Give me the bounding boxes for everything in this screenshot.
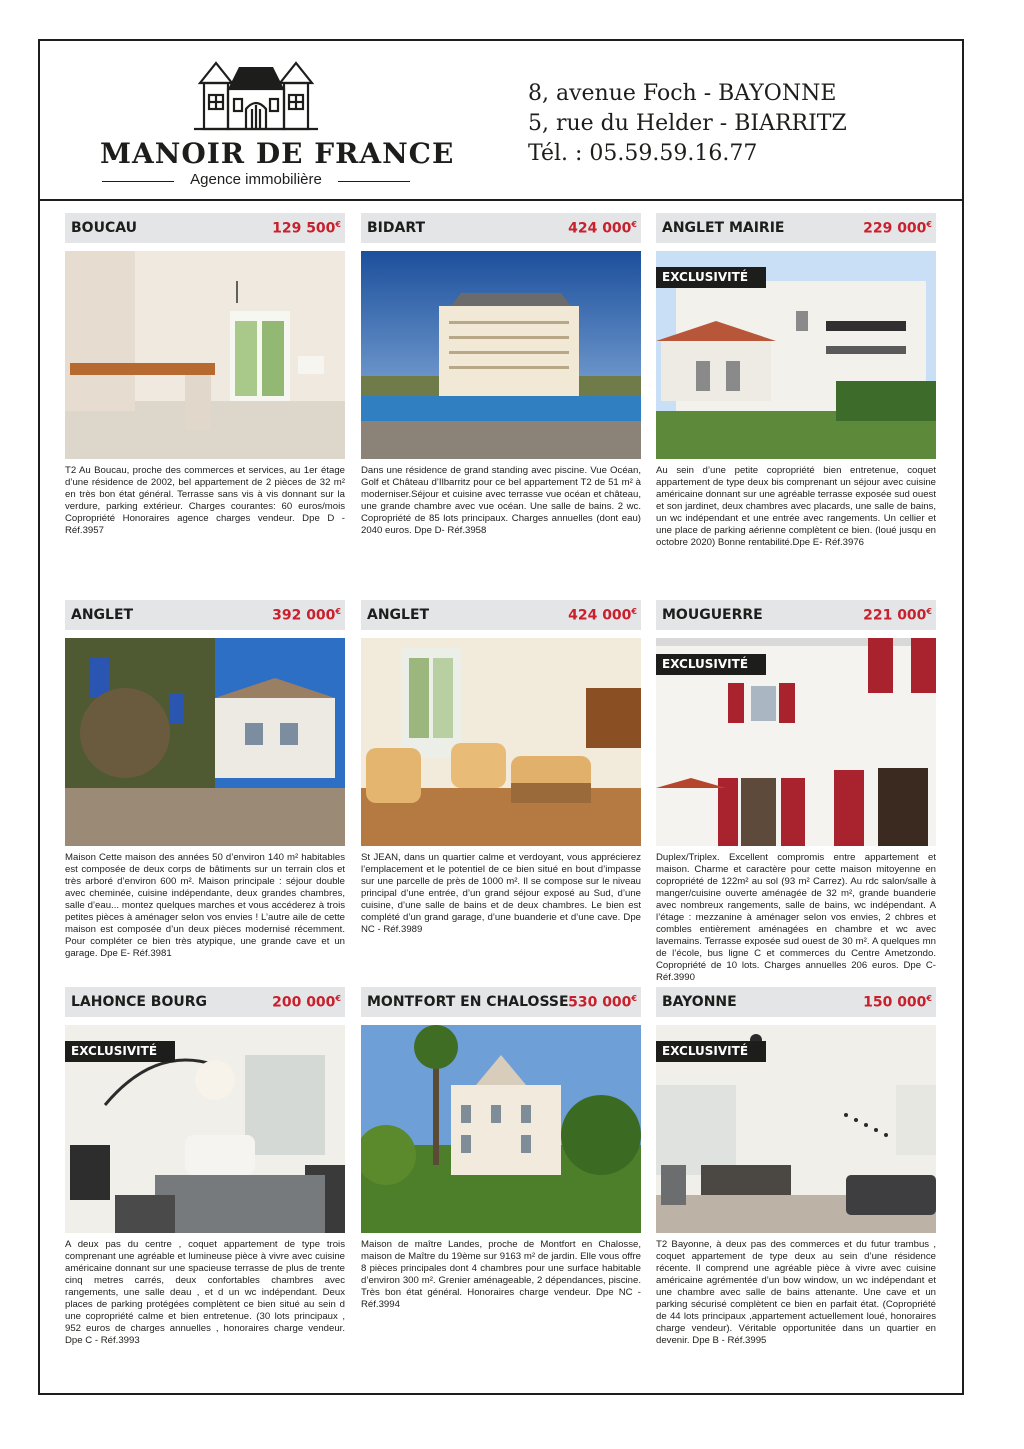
listing-description: T2 Au Boucau, proche des commerces et services, au 1er étage d’une résidence de 2002, bel appartement de 2 pièces de 32 m² en très bon état général. Terrasse sans vis à vis donnant sur la verdure, parking extérieur. Charges courantes: 60 euros/mois Copropriété Honoraires agence charges vendeur. Dpe D - Réf.3957: [65, 465, 345, 536]
agency-name: MANOIR DE FRANCE: [100, 137, 455, 170]
listing-description: Dans une résidence de grand standing avec piscine. Vue Océan, Golf et Château d’Ilbarritz pour ce bel appartement T2 de 51 m² à moderniser.Séjour et cuisine avec terrasse vue océan et château, une grande chambre avec vue océan. Une salle de bains. 2 wc. Copropriété de 85 lots principaux. Charges annuelles (dont eau) 2040 euros. Dpe D- Réf.3958: [361, 465, 641, 536]
agency-header: [38, 39, 964, 201]
listing-price: 424 000€: [568, 607, 637, 624]
exclusivity-badge: EXCLUSIVITÉ: [65, 1041, 175, 1062]
listing-city: MOUGUERRE: [662, 607, 763, 623]
listing-photo[interactable]: [656, 638, 936, 846]
listing-header: [361, 213, 641, 243]
listing-header: [656, 600, 936, 630]
listing-photo[interactable]: [65, 251, 345, 459]
address-bayonne: 8, avenue Foch - BAYONNE: [528, 81, 837, 106]
listing-header: [65, 987, 345, 1017]
listing-header: [656, 213, 936, 243]
listing-header: [65, 600, 345, 630]
listing-card[interactable]: [361, 987, 641, 1310]
logo-divider-right: [338, 181, 410, 182]
listing-description: T2 Bayonne, à deux pas des commerces et du futur trambus , coquet appartement de type deux au sein d’une résidence récente. Il comprend une agréable pièce à vivre avec cuisine américaine agrémentée d’un bow window, un wc indépendant et une chambre avec salle de bains attenante. Une cave et un parking sécurisé complètent ce bien en parfait état. (Copropriété de 44 lots principaux ,appartement actuellement loué, honoraires charge vendeur). Véritable opportunitée dans un quartier en devenir. Dpe B - Réf.3995: [656, 1239, 936, 1346]
listing-city: ANGLET: [367, 607, 430, 623]
listing-photo[interactable]: [361, 251, 641, 459]
exclusivity-badge: EXCLUSIVITÉ: [656, 1041, 766, 1062]
listing-photo[interactable]: [65, 1025, 345, 1233]
listing-description: Duplex/Triplex. Excellent compromis entre appartement et maison. Charme et caractère pour cette maison mitoyenne en copropriété de 122m² au sol (93 m² Carrez). Au rdc salon/salle à manger/cuisine ouverte aménagée de 32 m², grande buanderie avec nombreux rangements, salle de bains, wc indépendant. A l’étage : mezzanine à aménager selon vos envies, 2 chbres et combles entièrement aménagées en chambre et wc avec lavemains. Terrasse exposée sud ouest de 30 m². A quelques mn de l’école, bus ligne C et commerces du Centre Ametzondo. Copropriété de 10 lots. Charges annuelles 206 euros. Dpe C- Réf.3990: [656, 852, 936, 983]
listing-photo[interactable]: [361, 1025, 641, 1233]
listing-price: 200 000€: [272, 994, 341, 1011]
exclusivity-badge: EXCLUSIVITÉ: [656, 267, 766, 288]
listing-card[interactable]: [361, 600, 641, 935]
listing-header: [656, 987, 936, 1017]
listing-card[interactable]: [65, 987, 345, 1346]
listing-card[interactable]: [656, 600, 936, 983]
agency-contact: [528, 79, 847, 169]
listing-description: St JEAN, dans un quartier calme et verdoyant, vous apprécierez l’emplacement et le potentiel de ce bien situé en bout d’impasse sur une parcelle de près de 1000 m². Il se compose sur le niveau principal d’une entrée, d’un grand séjour exposé au Sud, d’une cuisine, d’une salle de bains et de deux chambres. Le bien est complété d’un grand garage, d’une buanderie et d’une cave. Dpe NC - Réf.3989: [361, 852, 641, 935]
listing-header: [361, 600, 641, 630]
listing-card[interactable]: [656, 213, 936, 548]
listing-city: MONTFORT EN CHALOSSE: [367, 994, 569, 1010]
listing-card[interactable]: [361, 213, 641, 536]
listing-card[interactable]: [656, 987, 936, 1346]
phone-number[interactable]: Tél. : 05.59.59.16.77: [528, 141, 758, 166]
listing-photo[interactable]: [656, 1025, 936, 1233]
listing-photo[interactable]: [65, 638, 345, 846]
listing-city: ANGLET MAIRIE: [662, 220, 785, 236]
listing-price: 392 000€: [272, 607, 341, 624]
agency-logo[interactable]: [100, 59, 455, 189]
listing-city: BOUCAU: [71, 220, 137, 236]
listing-city: ANGLET: [71, 607, 134, 623]
listing-price: 530 000€: [568, 994, 637, 1011]
listing-header: [65, 213, 345, 243]
listing-header: [361, 987, 641, 1017]
listing-city: BAYONNE: [662, 994, 737, 1010]
exclusivity-badge: EXCLUSIVITÉ: [656, 654, 766, 675]
listing-description: Maison Cette maison des années 50 d’environ 140 m² habitables est composée de deux corps de bâtiments sur un terrain clos et très arboré d’environ 600 m². Maison principale : séjour double avec cheminée, cuisine indépendante, deux grandes chambres, salle d’eau... montez quelques marches et vous accéderez à trois petites pièces à aménager selon vos envies ! L’autre aile de cette maison est composée d’un deux pièces modernisé récemment. Pour compléter ce bien très atypique, une grande cave et un garage. Dpe E- Réf.3981: [65, 852, 345, 959]
listing-price: 424 000€: [568, 220, 637, 237]
listing-photo[interactable]: [361, 638, 641, 846]
listing-price: 129 500€: [272, 220, 341, 237]
address-biarritz: 5, rue du Helder - BIARRITZ: [528, 111, 847, 136]
listing-card[interactable]: [65, 213, 345, 536]
listing-description: A deux pas du centre , coquet appartement de type trois comprenant une agréable et lumineuse pièce à vivre avec cuisine américaine donnant sur une spacieuse terrasse de plus de trente cinq metres carrés, deux confortables chambres avec rangements, une salle deau , et d un wc indépendant. Deux places de parking protégées complètent ce bien situé au sein d une copropriété calme et bien entretenue. (30 lots principaux , 952 euros de charges annuelles , honoraires charge vendeur. Dpe C - Réf.3993: [65, 1239, 345, 1346]
listing-city: BIDART: [367, 220, 426, 236]
listing-photo[interactable]: [656, 251, 936, 459]
agency-subtitle: Agence immobilière: [190, 171, 322, 188]
listing-description: Au sein d’une petite copropriété bien entretenue, coquet appartement de type deux bis comprenant un séjour avec cuisine américaine donnant sur une agréable terrasse exposée sud ouest et son jardinet, deux chambres avec placards, une salle de bains, un wc indépendant et une entrée avec rangements. Un cellier et une place de parking aérienne complètent ce bien. (loué jusqu en octobre 2020) Bonne rentabilité.Dpe E- Réf.3976: [656, 465, 936, 548]
listing-price: 150 000€: [863, 994, 932, 1011]
manor-house-icon: [194, 59, 318, 131]
listing-city: LAHONCE BOURG: [71, 994, 208, 1010]
listing-card[interactable]: [65, 600, 345, 959]
listing-price: 221 000€: [863, 607, 932, 624]
listing-description: Maison de maître Landes, proche de Montfort en Chalosse, maison de Maître du 19ème sur 9163 m² de jardin. Elle vous offre 8 pièces principales dont 4 chambres pour une surface habitable d’environ 300 m². Grenier aménageable, 2 dépendances, piscine. Très bon état général. Honoraires charge vendeur. Dpe NC - Réf.3994: [361, 1239, 641, 1310]
listing-price: 229 000€: [863, 220, 932, 237]
